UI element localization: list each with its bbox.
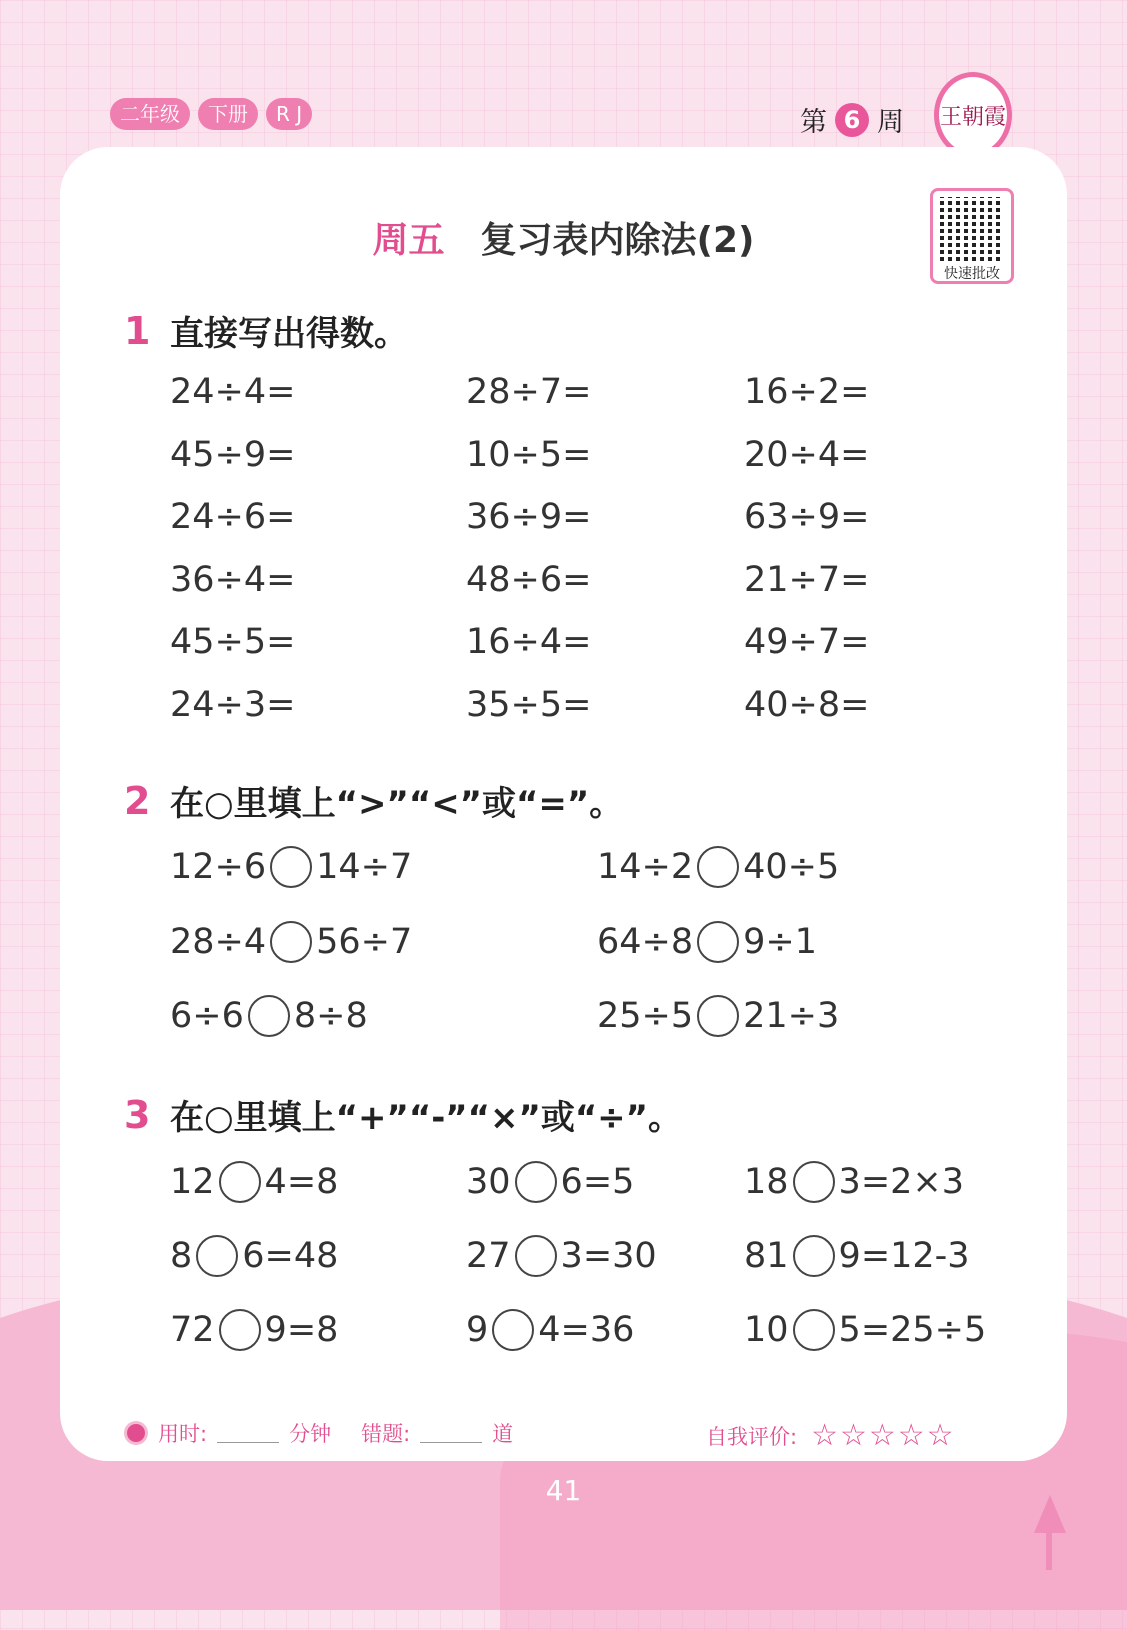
comparison-item (170, 846, 412, 888)
right-expression: 3=30 (560, 1236, 657, 1276)
left-operand: 12 (170, 1162, 215, 1202)
section-3-heading (124, 1090, 682, 1139)
left-expression: 14÷2 (597, 847, 694, 887)
right-expression: 3=2×3 (838, 1162, 965, 1202)
left-expression: 28÷4 (170, 921, 267, 962)
operator-circle[interactable] (515, 1161, 557, 1203)
arrow-stem (1046, 1530, 1052, 1570)
brand-logo (934, 72, 1012, 158)
page-number: 41 (545, 1474, 582, 1507)
section-label: 直接写出得数。 (170, 314, 408, 354)
operator-circle[interactable] (793, 1235, 835, 1277)
time-input[interactable] (217, 1424, 279, 1443)
right-expression: 6=5 (560, 1162, 635, 1202)
right-expression: 21÷3 (743, 996, 840, 1036)
left-operand: 10 (744, 1310, 789, 1350)
equation: 24÷3= (170, 684, 296, 725)
section-label: 在○里填上“+”“-”“×”或“÷”。 (170, 1098, 683, 1138)
equation: 45÷9= (170, 434, 296, 475)
title-day: 周五 (372, 220, 445, 261)
equation: 48÷6= (466, 559, 592, 600)
right-expression: 6=48 (242, 1236, 339, 1276)
right-expression: 4=8 (264, 1162, 339, 1202)
arrow-up-icon (1034, 1495, 1066, 1533)
left-operand: 30 (466, 1162, 511, 1202)
qr-label: 快速批改 (944, 266, 1000, 282)
equation: 20÷4= (744, 434, 870, 475)
equation: 24÷6= (170, 497, 296, 537)
section-number: 1 (124, 308, 151, 353)
comparison-item (597, 921, 817, 963)
operator-item (170, 1235, 338, 1277)
right-expression: 9÷1 (743, 921, 818, 962)
left-operand: 72 (170, 1310, 215, 1350)
equation: 28÷7= (466, 372, 592, 412)
left-operand: 8 (170, 1236, 193, 1276)
week-prefix: 第 (800, 107, 827, 138)
title-text: 复习表内除法(2) (480, 220, 755, 261)
answer-circle[interactable] (248, 995, 290, 1037)
footer-evaluation (706, 1418, 956, 1453)
answer-circle[interactable] (697, 921, 739, 963)
right-expression: 56÷7 (316, 921, 413, 962)
operator-circle[interactable] (793, 1309, 835, 1351)
operator-circle[interactable] (492, 1309, 534, 1351)
operator-circle[interactable] (515, 1235, 557, 1277)
equation: 16÷2= (744, 372, 870, 412)
section-number: 2 (124, 778, 151, 823)
section-number: 3 (124, 1092, 151, 1137)
errors-label: 错题: (361, 1422, 411, 1446)
right-expression: 8÷8 (293, 996, 368, 1036)
operator-item (466, 1161, 634, 1203)
left-operand: 81 (744, 1236, 789, 1276)
operator-item (744, 1309, 986, 1351)
edition-tag: R J (266, 98, 312, 130)
grade-tag: 二年级 (110, 98, 190, 130)
comparison-item (597, 846, 839, 888)
equation: 21÷7= (744, 559, 870, 600)
comparison-item (597, 995, 839, 1037)
equation: 45÷5= (170, 622, 296, 662)
time-unit: 分钟 (289, 1422, 332, 1446)
week-indicator (800, 100, 904, 139)
right-expression: 4=36 (538, 1310, 635, 1350)
right-expression: 9=12-3 (838, 1236, 970, 1276)
comparison-item (170, 995, 368, 1037)
operator-circle[interactable] (219, 1161, 261, 1203)
comparison-item (170, 921, 412, 963)
time-label: 用时: (158, 1422, 208, 1446)
left-expression: 12÷6 (170, 847, 267, 887)
right-expression: 9=8 (264, 1310, 339, 1350)
equation: 49÷7= (744, 622, 870, 662)
operator-item (170, 1161, 338, 1203)
week-suffix: 周 (877, 107, 904, 138)
operator-item (744, 1161, 964, 1203)
logo-text: 王朝霞 (939, 104, 1006, 130)
equation: 63÷9= (744, 497, 870, 537)
equation: 36÷4= (170, 559, 296, 600)
answer-circle[interactable] (270, 846, 312, 888)
right-expression: 14÷7 (316, 847, 413, 887)
operator-item (744, 1235, 970, 1277)
section-1-heading (124, 306, 408, 355)
answer-circle[interactable] (697, 846, 739, 888)
errors-input[interactable] (420, 1424, 482, 1443)
operator-item (466, 1235, 657, 1277)
left-operand: 18 (744, 1162, 789, 1202)
equation: 40÷8= (744, 684, 870, 725)
footer-time (124, 1418, 513, 1448)
volume-tag: 下册 (198, 98, 258, 130)
left-operand: 27 (466, 1236, 511, 1276)
star-rating[interactable]: ☆☆☆☆☆ (811, 1418, 956, 1453)
right-expression: 40÷5 (743, 847, 840, 887)
operator-item (466, 1309, 634, 1351)
equation: 10÷5= (466, 434, 592, 475)
page-title (0, 212, 1127, 263)
answer-circle[interactable] (697, 995, 739, 1037)
left-expression: 6÷6 (170, 996, 244, 1036)
week-number: 6 (835, 103, 869, 137)
operator-item (170, 1309, 338, 1351)
section-label: 在○里填上“>”“<”或“=”。 (170, 784, 624, 824)
equation: 16÷4= (466, 622, 592, 662)
operator-circle[interactable] (196, 1235, 238, 1277)
left-expression: 25÷5 (597, 996, 694, 1036)
answer-circle[interactable] (270, 921, 312, 963)
equation: 36÷9= (466, 497, 592, 537)
equation: 24÷4= (170, 372, 296, 412)
left-expression: 64÷8 (597, 921, 694, 962)
eval-label: 自我评价: (706, 1424, 798, 1449)
errors-unit: 道 (492, 1422, 514, 1446)
equation: 35÷5= (466, 684, 592, 725)
section-2-heading (124, 776, 623, 825)
right-expression: 5=25÷5 (838, 1310, 987, 1350)
operator-circle[interactable] (793, 1161, 835, 1203)
left-operand: 9 (466, 1310, 489, 1350)
operator-circle[interactable] (219, 1309, 261, 1351)
clock-icon (124, 1421, 148, 1445)
grade-tags (110, 98, 312, 130)
